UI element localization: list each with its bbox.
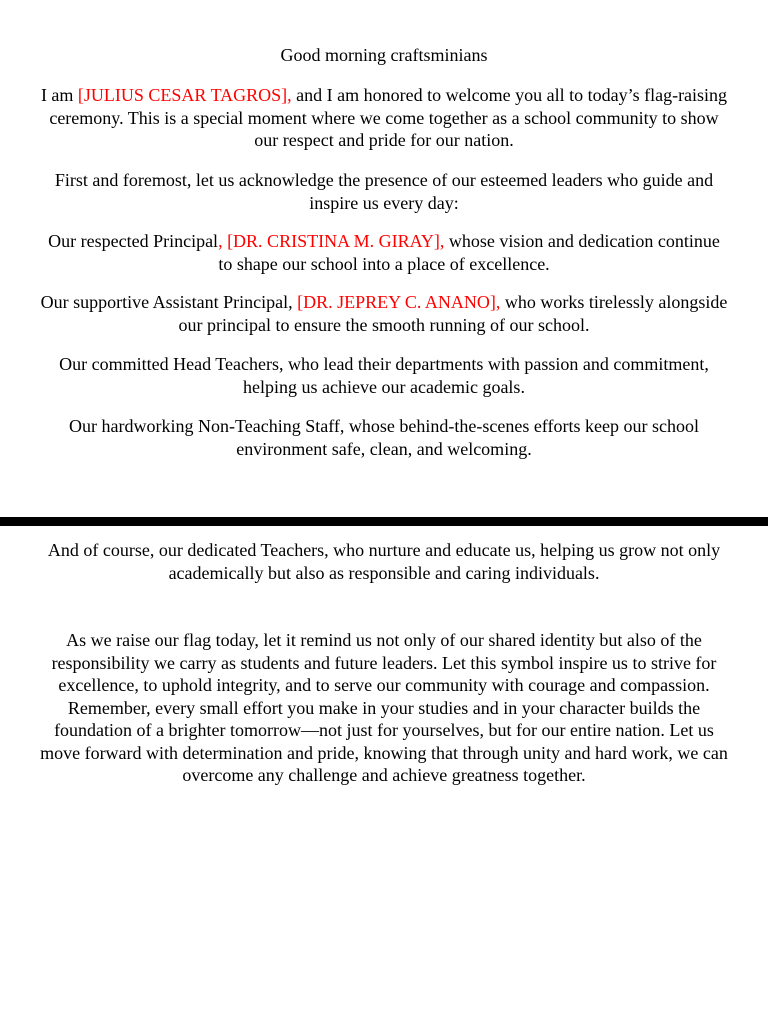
assistant-principal-text-pre: Our supportive Assistant Principal, — [40, 292, 298, 312]
assistant-principal-text-post: who works tirelessly alongside our principal to ensure the smooth running of our school. — [178, 292, 728, 335]
head-teachers-paragraph: Our committed Head Teachers, who lead their departments with passion and commitment, helping us achieve our academic goals. — [59, 354, 709, 397]
intro-paragraph — [40, 84, 728, 152]
acknowledge-paragraph: First and foremost, let us acknowledge the presence of our esteemed leaders who guide and inspire us every day: — [54, 170, 714, 213]
page-divider — [0, 517, 768, 526]
principal-name: , [DR. CRISTINA M. GIRAY], — [218, 231, 445, 251]
speaker-name: [JULIUS CESAR TAGROS], — [77, 85, 292, 105]
assistant-principal-name: [DR. JEPREY C. ANANO], — [297, 292, 501, 312]
assistant-principal-paragraph — [40, 291, 728, 336]
teachers-paragraph: And of course, our dedicated Teachers, who nurture and educate us, helping us grow not only academically but also as responsible and caring individuals. — [47, 540, 721, 583]
greeting: Good morning craftsminians — [280, 45, 488, 65]
principal-text-pre: Our respected Principal — [48, 231, 219, 251]
closing-paragraph: As we raise our flag today, let it remind us not only of our shared identity but also of the responsibility we carry as students and future leaders. Let this symbol inspire us to strive for excellence, to uphold integrity, and to serve our community with courage and compassion. Remember, every small effort you make in your studies and in your character builds the foundation of a brighter tomorrow—not just for yourselves, but for our entire nation. Let us move forward with determination and pride, knowing that through unity and hard work, we can overcome any challenge and achieve greatness together. — [40, 630, 728, 785]
intro-text-pre: I am — [40, 85, 78, 105]
principal-paragraph — [40, 230, 728, 275]
principal-text-post: whose vision and dedication continue to shape our school into a place of excellence. — [218, 231, 720, 274]
non-teaching-paragraph: Our hardworking Non-Teaching Staff, whose behind-the-scenes efforts keep our school environment safe, clean, and welcoming. — [69, 416, 699, 459]
intro-text-post: and I am honored to welcome you all to today’s flag-raising ceremony. This is a special moment where we come together as a school community to show our respect and pride for our nation. — [49, 85, 728, 150]
